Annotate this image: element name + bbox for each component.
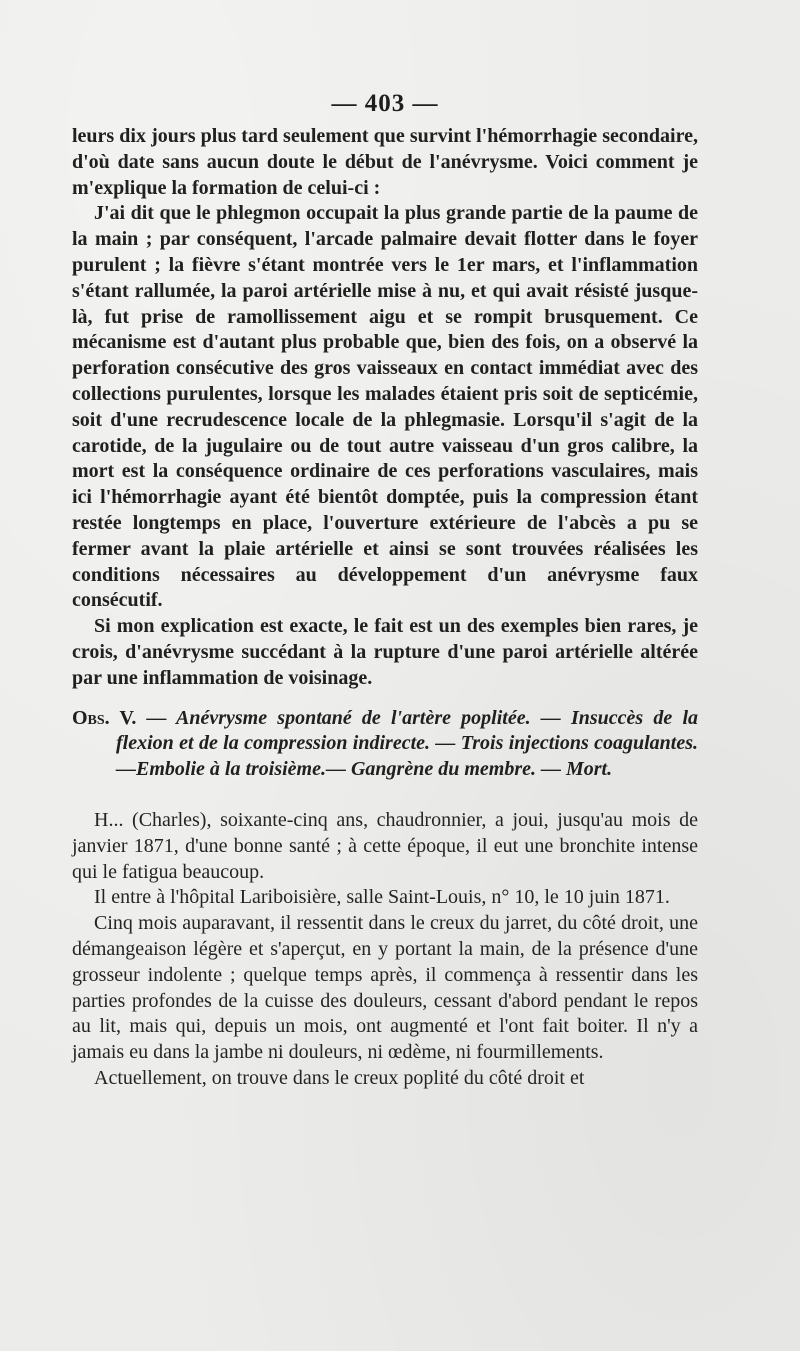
paragraph: J'ai dit que le phlegmon occupait la plus grande partie de la paume de la main ; par conséquent, l'arcade palmaire devait flotter dans le foyer purulent ; la fièvre s'étant montrée vers le 1er mars, et l'inflammation s'étant rallumée, la paroi artérielle mise à nu, et qui avait résisté jusque-là, fut prise de ramollissement aigu et se rompit brusquement. Ce mécanisme est d'autant plus probable que, bien des fois, on a observé la perforation consécutive des gros vaisseaux en contact immédiat avec des collections purulentes, lorsque les malades étaient pris soit de septicémie, soit d'une recrudescence locale de la phlegmasie. Lorsqu'il s'agit de la carotide, de la jugulaire ou de tout autre vaisseau d'un gros calibre, la mort est la conséquence ordinaire de ces perforations vasculaires, mais ici l'hémorrhagie ayant été bientôt domptée, puis la compression étant restée longtemps en place, l'ouverture extérieure de l'abcès a pu se fermer avant la plaie artérielle et ainsi se sont trouvées réalisées les conditions nécessaires au développement d'un anévrysme faux consécutif.: [72, 202, 698, 612]
section-text-part2: [72, 808, 698, 1092]
paragraph: Si mon explication est exacte, le fait est un des exemples bien rares, je crois, d'anévrysme succédant à la rupture d'une paroi artérielle altérée par une inflammation de voisinage.: [72, 615, 698, 689]
section-text-part1: [72, 124, 698, 692]
paragraph: Actuellement, on trouve dans le creux poplité du côté droit et: [94, 1066, 585, 1089]
paragraph: Cinq mois auparavant, il ressentit dans le creux du jarret, du côté droit, une démangeaison légère et s'aperçut, en y portant la main, de la présence d'une grosseur indolente ; quelque temps après, il commença à ressentir dans les parties profondes de la cuisse des douleurs, cessant d'abord pendant le repos au lit, mais qui, depuis un mois, ont augmenté et l'ont fait boiter. Il n'y a jamais eu dans la jambe ni douleurs, ni œdème, ni fourmillements.: [72, 912, 698, 1064]
paragraph: H... (Charles), soixante-cinq ans, chaudronnier, a joui, jusqu'au mois de janvier 1871, d'une bonne santé ; à cette époque, il eut une bronchite intense qui le fatigua beaucoup.: [72, 808, 698, 883]
paragraph: Il entre à l'hôpital Lariboisière, salle Saint-Louis, n° 10, le 10 juin 1871.: [94, 886, 670, 909]
page-body: [72, 86, 698, 1176]
observation-heading: [72, 706, 698, 783]
observation-title: — Anévrysme spontané de l'artère poplitée. — Insuccès de la flexion et de la compression indirecte. — Trois injections coagulantes.—Embolie à la troisième.— Gangrène du membre. — Mort.: [116, 706, 699, 781]
observation-label: Obs. V.: [72, 706, 137, 729]
page-number: — 403 —: [331, 90, 439, 117]
paragraph: leurs dix jours plus tard seulement que survint l'hémorrhagie secondaire, d'où date sans aucun doute le début de l'anévrysme. Voici comment je m'explique la formation de celui-ci :: [72, 125, 698, 199]
